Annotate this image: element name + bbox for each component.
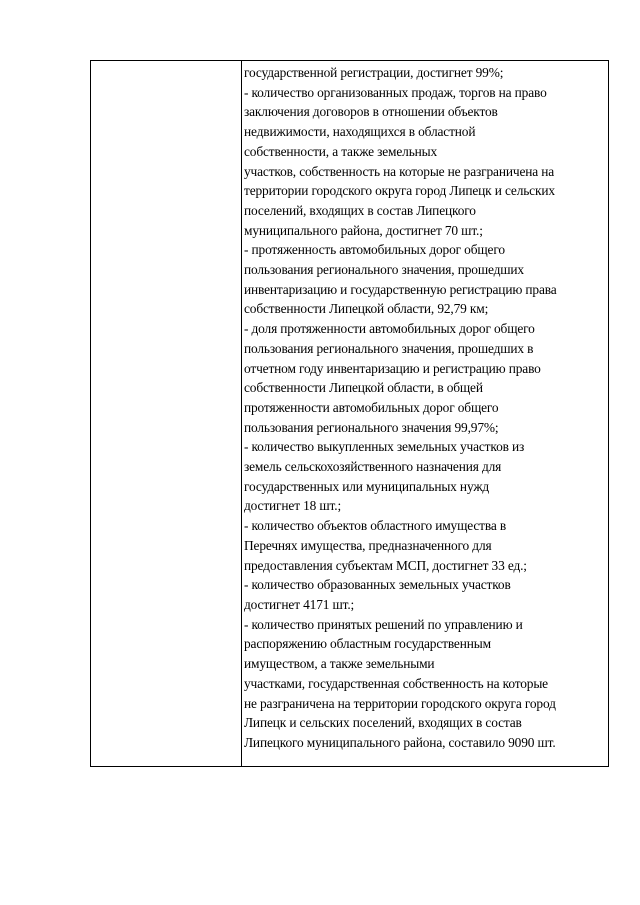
text-line: участков, собственность на которые не разграничена на [244, 163, 555, 179]
table-cell-left [91, 61, 242, 767]
text-line: пользования регионального значения, прошедших в [244, 340, 534, 356]
text-line: достигнет 4171 шт.; [244, 596, 355, 612]
text-line: предоставления субъектам МСП, достигнет 33 ед.; [244, 557, 527, 573]
text-line: участками, государственная собственность на которые [244, 675, 548, 691]
text-line: - протяженность автомобильных дорог общего [244, 242, 505, 258]
text-line: собственности Липецкой области, в общей [244, 380, 483, 396]
text-line: недвижимости, находящихся в областной [244, 124, 476, 140]
text-line: инвентаризацию и государственную регистрацию права [244, 281, 557, 297]
text-line: распоряжению областным государственным [244, 636, 491, 652]
text-line: Перечнях имущества, предназначенного для [244, 537, 492, 553]
text-line: протяженности автомобильных дорог общего [244, 399, 499, 415]
text-line: - доля протяженности автомобильных дорог общего [244, 321, 535, 337]
table-row [91, 61, 609, 767]
text-line: заключения договоров в отношении объектов [244, 104, 498, 120]
text-line: отчетном году инвентаризацию и регистрацию право [244, 360, 541, 376]
table-cell-right [242, 61, 609, 767]
text-line: земель сельскохозяйственного назначения для [244, 459, 502, 475]
text-line: Липецкого муниципального района, составило 9090 шт. [244, 734, 556, 750]
text-line: государственных или муниципальных нужд [244, 478, 490, 494]
document-table [90, 60, 609, 767]
text-line: территории городского округа город Липецк и сельских [244, 183, 555, 199]
text-line: имуществом, а также земельными [244, 656, 435, 672]
text-line: не разграничена на территории городского округа город [244, 695, 556, 711]
text-line: - количество выкупленных земельных участков из [244, 439, 525, 455]
text-line: муниципального района, достигнет 70 шт.; [244, 222, 483, 238]
text-line: - количество организованных продаж, торгов на право [244, 84, 547, 100]
text-line: - количество объектов областного имущества в [244, 518, 507, 534]
text-line: государственной регистрации, достигнет 99%; [244, 65, 504, 80]
text-line: собственности Липецкой области, 92,79 км; [244, 301, 489, 317]
text-line: пользования регионального значения 99,97%; [244, 419, 499, 435]
indicator-text-block [242, 61, 608, 753]
text-line: - количество принятых решений по управлению и [244, 616, 523, 632]
text-line: достигнет 18 шт.; [244, 498, 342, 514]
text-line: Липецк и сельских поселений, входящих в состав [244, 715, 522, 731]
text-line: - количество образованных земельных участков [244, 577, 511, 593]
text-line: поселений, входящих в состав Липецкого [244, 202, 476, 218]
text-line: пользования регионального значения, прошедших [244, 262, 524, 278]
text-line: собственности, а также земельных [244, 143, 438, 159]
